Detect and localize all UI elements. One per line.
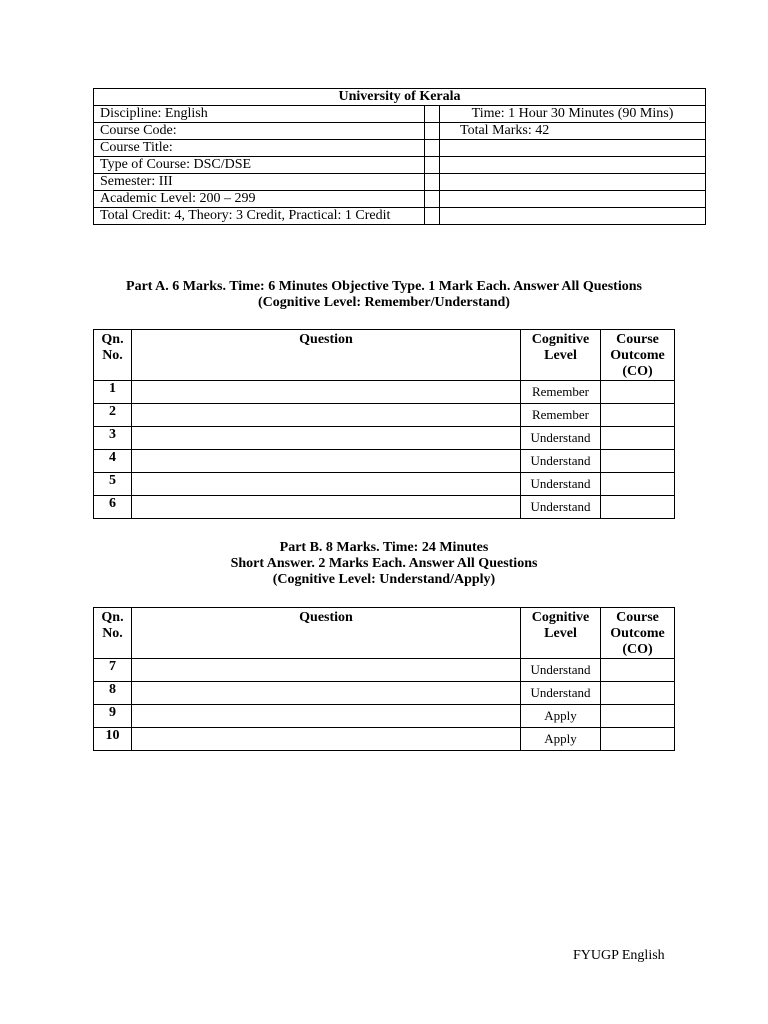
cognitive-level-cell: Remember xyxy=(521,404,601,427)
course-outcome-cell xyxy=(601,473,675,496)
col-header-qn-no: Qn. No. xyxy=(94,608,132,659)
question-cell xyxy=(132,705,521,728)
part-b-heading-line2: Short Answer. 2 Marks Each. Answer All Questions xyxy=(230,556,538,571)
course-outcome-cell xyxy=(601,659,675,682)
course-outcome-cell xyxy=(601,427,675,450)
table-row xyxy=(94,404,675,427)
course-info-row xyxy=(94,157,706,174)
question-cell xyxy=(132,427,521,450)
part-b-heading-line1: Part B. 8 Marks. Time: 24 Minutes xyxy=(279,540,489,555)
question-number: 3 xyxy=(94,427,132,450)
question-cell xyxy=(132,381,521,404)
table-row xyxy=(94,705,675,728)
question-cell xyxy=(132,682,521,705)
course-info-row xyxy=(94,191,706,208)
table-row xyxy=(94,473,675,496)
part-a-question-table xyxy=(93,329,675,519)
question-cell xyxy=(132,404,521,427)
question-cell xyxy=(132,659,521,682)
course-info-left: Course Code: xyxy=(94,123,425,140)
course-outcome-cell xyxy=(601,682,675,705)
course-info-right xyxy=(440,191,706,208)
col-header-course-outcome: Course Outcome (CO) xyxy=(601,330,675,381)
question-number: 10 xyxy=(94,728,132,751)
question-cell xyxy=(132,728,521,751)
course-info-spacer xyxy=(425,140,440,157)
col-header-question: Question xyxy=(132,330,521,381)
course-info-right xyxy=(440,157,706,174)
table-row xyxy=(94,450,675,473)
course-info-left: Semester: III xyxy=(94,174,425,191)
part-a-heading xyxy=(0,279,768,311)
col-header-course-outcome: Course Outcome (CO) xyxy=(601,608,675,659)
course-info-row xyxy=(94,140,706,157)
university-title: University of Kerala xyxy=(94,89,706,106)
course-info-left: Course Title: xyxy=(94,140,425,157)
course-info-left: Total Credit: 4, Theory: 3 Credit, Practical: 1 Credit xyxy=(94,208,425,225)
course-info-right: Total Marks: 42 xyxy=(440,123,706,140)
question-number: 4 xyxy=(94,450,132,473)
course-info-row xyxy=(94,174,706,191)
question-number: 1 xyxy=(94,381,132,404)
course-info-right: Time: 1 Hour 30 Minutes (90 Mins) xyxy=(440,106,706,123)
cognitive-level-cell: Apply xyxy=(521,728,601,751)
course-info-left: Discipline: English xyxy=(94,106,425,123)
part-b-question-table xyxy=(93,607,675,751)
course-info-row xyxy=(94,123,706,140)
course-info-right xyxy=(440,208,706,225)
course-outcome-cell xyxy=(601,728,675,751)
table-row xyxy=(94,496,675,519)
cognitive-level-cell: Apply xyxy=(521,705,601,728)
course-info-row xyxy=(94,106,706,123)
course-outcome-cell xyxy=(601,705,675,728)
course-info-right xyxy=(440,140,706,157)
course-info-spacer xyxy=(425,123,440,140)
cognitive-level-cell: Understand xyxy=(521,450,601,473)
cognitive-level-cell: Remember xyxy=(521,381,601,404)
course-info-spacer xyxy=(425,157,440,174)
table-row xyxy=(94,682,675,705)
question-number: 6 xyxy=(94,496,132,519)
cognitive-level-cell: Understand xyxy=(521,427,601,450)
table-row xyxy=(94,728,675,751)
col-header-cognitive-level: Cognitive Level xyxy=(521,330,601,381)
table-row xyxy=(94,659,675,682)
part-a-heading-line2: (Cognitive Level: Remember/Understand) xyxy=(258,295,510,310)
table-row xyxy=(94,381,675,404)
cognitive-level-cell: Understand xyxy=(521,682,601,705)
question-number: 8 xyxy=(94,682,132,705)
question-cell xyxy=(132,496,521,519)
col-header-question: Question xyxy=(132,608,521,659)
course-outcome-cell xyxy=(601,450,675,473)
question-number: 2 xyxy=(94,404,132,427)
cognitive-level-cell: Understand xyxy=(521,473,601,496)
course-info-spacer xyxy=(425,106,440,123)
course-info-left: Type of Course: DSC/DSE xyxy=(94,157,425,174)
course-outcome-cell xyxy=(601,404,675,427)
course-info-row xyxy=(94,208,706,225)
part-a-heading-line1: Part A. 6 Marks. Time: 6 Minutes Objective Type. 1 Mark Each. Answer All Questions xyxy=(126,279,642,294)
question-number: 5 xyxy=(94,473,132,496)
table-row xyxy=(94,427,675,450)
course-info-left: Academic Level: 200 – 299 xyxy=(94,191,425,208)
question-number: 9 xyxy=(94,705,132,728)
cognitive-level-cell: Understand xyxy=(521,496,601,519)
course-info-right xyxy=(440,174,706,191)
col-header-qn-no: Qn. No. xyxy=(94,330,132,381)
cognitive-level-cell: Understand xyxy=(521,659,601,682)
question-number: 7 xyxy=(94,659,132,682)
question-cell xyxy=(132,450,521,473)
course-info-spacer xyxy=(425,191,440,208)
question-cell xyxy=(132,473,521,496)
course-info-spacer xyxy=(425,174,440,191)
part-b-heading-line3: (Cognitive Level: Understand/Apply) xyxy=(272,572,496,587)
course-outcome-cell xyxy=(601,496,675,519)
part-b-heading xyxy=(0,540,768,588)
course-outcome-cell xyxy=(601,381,675,404)
course-info-spacer xyxy=(425,208,440,225)
course-info-table xyxy=(93,88,706,225)
footer-label: FYUGP English xyxy=(573,948,665,963)
col-header-cognitive-level: Cognitive Level xyxy=(521,608,601,659)
